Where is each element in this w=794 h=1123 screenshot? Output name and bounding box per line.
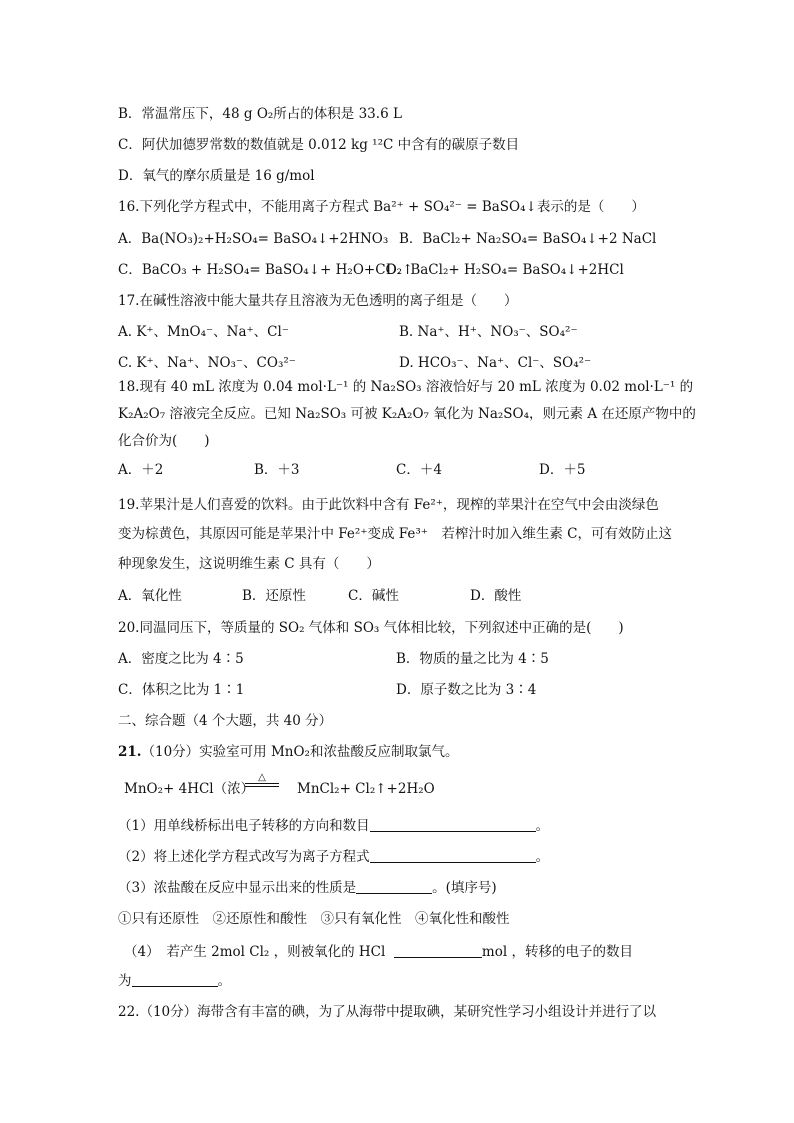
q19-option-a: A．氧化性 bbox=[118, 588, 182, 604]
q20-option-c: C．体积之比为 1∶1 bbox=[118, 682, 245, 698]
q17-option-b: B. Na⁺、H⁺、NO₃⁻、SO₄²⁻ bbox=[399, 324, 578, 340]
q21-part-4-blank-hcl[interactable] bbox=[394, 943, 482, 958]
q21-part-2-end: 。 bbox=[535, 849, 550, 865]
q16-option-d: D．BaCl₂+ H₂SO₄= BaSO₄↓+2HCl bbox=[386, 262, 624, 278]
heat-condition-symbol: △ bbox=[258, 772, 266, 783]
q18-line-2: K₂A₂O₇ 溶液完全反应。已知 Na₂SO₃ 可被 K₂A₂O₇ 氧化为 Na₂SO₄，则元素 A 在还原产物中的 bbox=[118, 406, 696, 422]
q21-part-4-text: （4） 若产生 2mol Cl₂ ，则被氧化的 HCl bbox=[124, 944, 386, 960]
q18-option-b: B．＋3 bbox=[254, 462, 300, 478]
q22-stem: 22.（10分）海带含有丰富的碘，为了从海带中提取碘，某研究性学习小组设计并进行了以 bbox=[118, 1004, 657, 1020]
q16-stem: 16.下列化学方程式中，不能用离子方程式 Ba²⁺ + SO₄²⁻ = BaSO₄↓表示的是（ ） bbox=[118, 199, 645, 215]
q21-part-3-text: （3）浓盐酸在反应中显示出来的性质是 bbox=[118, 880, 357, 896]
q20-option-b: B．物质的量之比为 4∶5 bbox=[396, 651, 549, 667]
q21-equation-left: MnO₂+ 4HCl（浓） bbox=[124, 781, 255, 797]
q21-part-2 bbox=[118, 847, 549, 867]
q21-part-4-line-1 bbox=[124, 942, 633, 962]
q21-part-3-end: 。(填序号) bbox=[432, 880, 497, 896]
q21-part-4-text-3: 为 bbox=[118, 973, 132, 989]
q19-option-c: C．碱性 bbox=[348, 588, 399, 604]
q21-part-1-text: （1）用单线桥标出电子转移的方向和数目 bbox=[118, 818, 370, 834]
q21-part-1 bbox=[118, 816, 549, 836]
q20-stem: 20.同温同压下，等质量的 SO₂ 气体和 SO₃ 气体相比较，下列叙述中正确的是( ) bbox=[118, 620, 624, 636]
q21-equation-right: MnCl₂+ Cl₂↑+2H₂O bbox=[297, 781, 435, 797]
q21-part-4-line-2 bbox=[118, 971, 231, 991]
q16-option-c: C．BaCO₃ + H₂SO₄= BaSO₄↓+ H₂O+CO₂↑ bbox=[118, 262, 414, 278]
q21-stem bbox=[118, 742, 458, 762]
q15-option-d: D．氧气的摩尔质量是 16 g/mol bbox=[118, 168, 315, 184]
q21-part-4-blank-electrons[interactable] bbox=[132, 972, 218, 987]
q21-part-4-text-2: mol ，转移的电子的数目 bbox=[481, 944, 633, 960]
q21-stem-text: （10分）实验室可用 MnO₂和浓盐酸反应制取氯气。 bbox=[141, 744, 459, 760]
q20-option-a: A．密度之比为 4∶5 bbox=[118, 651, 244, 667]
q15-option-b: B．常温常压下，48 g O₂所占的体积是 33.6 L bbox=[118, 106, 402, 122]
q16-option-b: B．BaCl₂+ Na₂SO₄= BaSO₄↓+2 NaCl bbox=[399, 231, 657, 247]
q18-option-a: A．＋2 bbox=[118, 462, 164, 478]
q18-line-1: 18.现有 40 mL 浓度为 0.04 mol·L⁻¹ 的 Na₂SO₃ 溶液恰好与 20 mL 浓度为 0.02 mol·L⁻¹ 的 bbox=[118, 379, 694, 395]
q21-number: 21. bbox=[118, 744, 142, 760]
q21-equation-arrow bbox=[245, 773, 279, 787]
q17-option-a: A. K⁺、MnO₄⁻、Na⁺、Cl⁻ bbox=[118, 324, 289, 340]
q20-option-d: D．原子数之比为 3∶4 bbox=[396, 682, 537, 698]
q19-line-3: 种现象发生，这说明维生素 C 具有（ ） bbox=[118, 556, 380, 572]
q21-part-3-options: ①只有还原性 ②还原性和酸性 ③只有氧化性 ④氧化性和酸性 bbox=[118, 911, 510, 927]
q21-part-2-blank[interactable] bbox=[370, 848, 536, 863]
q21-part-1-blank[interactable] bbox=[370, 817, 536, 832]
q17-option-d: D. HCO₃⁻、Na⁺、Cl⁻、SO₄²⁻ bbox=[399, 355, 592, 371]
q19-line-1: 19.苹果汁是人们喜爱的饮料。由于此饮料中含有 Fe²⁺，现榨的苹果汁在空气中会由淡绿色 bbox=[118, 497, 659, 513]
q18-option-c: C．＋4 bbox=[396, 462, 442, 478]
q21-part-3-blank[interactable] bbox=[356, 879, 432, 894]
q16-option-a: A．Ba(NO₃)₂+H₂SO₄= BaSO₄↓+2HNO₃ bbox=[118, 231, 389, 247]
q21-part-2-text: （2）将上述化学方程式改写为离子方程式 bbox=[118, 849, 370, 865]
q18-option-d: D．＋5 bbox=[539, 462, 586, 478]
q21-part-1-end: 。 bbox=[535, 818, 550, 834]
q21-part-3 bbox=[118, 878, 497, 898]
q15-option-c: C．阿伏加德罗常数的数值就是 0.012 kg ¹²C 中含有的碳原子数目 bbox=[118, 137, 520, 153]
q17-stem: 17.在碱性溶液中能大量共存且溶液为无色透明的离子组是（ ） bbox=[118, 293, 518, 309]
q19-line-2: 变为棕黄色，其原因可能是苹果汁中 Fe²⁺变成 Fe³⁺ 若榨汁时加入维生素 C，可有效防止这 bbox=[118, 526, 673, 542]
q19-option-d: D．酸性 bbox=[470, 588, 522, 604]
q19-option-b: B．还原性 bbox=[242, 588, 306, 604]
q18-line-3: 化合价为( ) bbox=[118, 433, 210, 449]
section-2-title: 二、综合题（4 个大题，共 40 分） bbox=[118, 713, 333, 729]
q21-part-4-end: 。 bbox=[217, 973, 231, 989]
double-line-arrow bbox=[245, 783, 279, 787]
q17-option-c: C. K⁺、Na⁺、NO₃⁻、CO₃²⁻ bbox=[118, 355, 296, 371]
